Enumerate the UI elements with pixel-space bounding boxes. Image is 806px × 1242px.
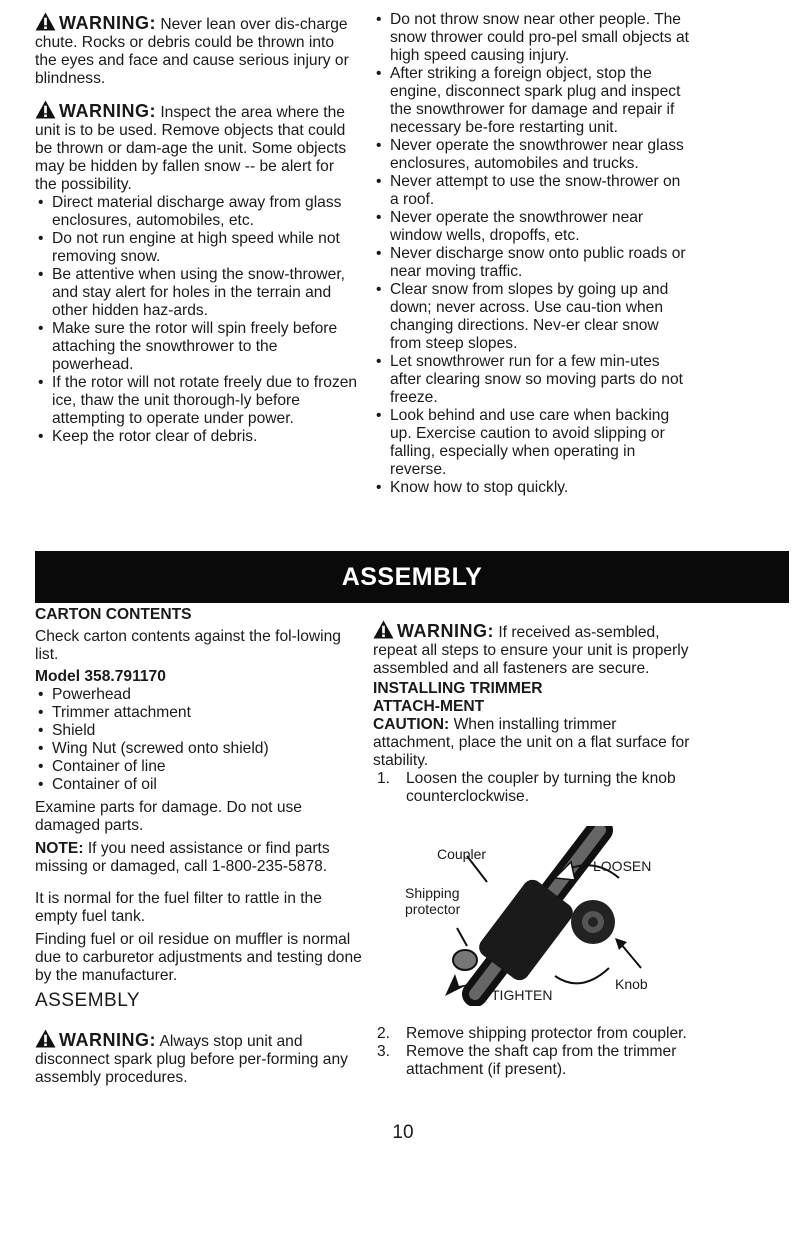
shipping-label: Shipping <box>405 885 460 901</box>
protector-label: protector <box>405 901 461 917</box>
assembly-banner <box>35 551 789 603</box>
fuel-filter-text: It is normal for the fuel filter to rattle in the empty fuel tank. <box>35 890 322 925</box>
list-item: • Container of line <box>35 758 365 776</box>
tighten-arrow-icon <box>555 968 609 983</box>
list-item: • Container of oil <box>35 776 365 794</box>
list-item: • Direct material discharge away from glass enclosures, automobiles, etc. <box>35 194 360 230</box>
step-number: 1. <box>377 770 391 787</box>
list-item: • Make sure the rotor will spin freely before attaching the snowthrower to the powerhead. <box>35 320 360 374</box>
coupler-figure <box>395 826 695 1006</box>
carton-contents-heading: CARTON CONTENTS <box>35 606 192 623</box>
warning-text: If received as-sembled, repeat all steps to ensure your unit is properly assembled and all fasteners are secure. <box>373 624 689 677</box>
warning-triangle-icon <box>373 620 394 639</box>
assembly-subheading: ASSEMBLY <box>35 990 141 1011</box>
list-item <box>373 1043 693 1079</box>
caution-label: CAUTION: <box>373 716 450 733</box>
caution-block <box>373 716 693 770</box>
safety-bullet-list-right <box>373 11 693 497</box>
install-steps-part1 <box>373 770 693 806</box>
note-text: If you need assistance or find parts missing or damaged, call 1-800-235-5878. <box>35 840 330 875</box>
page-number: 10 <box>392 1122 414 1143</box>
left-top-column <box>35 12 360 446</box>
list-item: • Shield <box>35 722 365 740</box>
list-item: • Powerhead <box>35 686 365 704</box>
carton-contents-list <box>35 686 365 794</box>
warning-block-assembled <box>373 620 693 678</box>
list-item: • After striking a foreign object, stop the engine, disconnect spark plug and inspect the snowthrower for damage and repair if necessary be-fore restarting unit. <box>373 65 693 137</box>
knob-label: Knob <box>615 976 648 992</box>
installing-trimmer-heading: INSTALLING TRIMMER ATTACH-MENT <box>373 680 543 715</box>
tighten-label: TIGHTEN <box>491 987 553 1003</box>
list-item <box>373 770 693 806</box>
loosen-label: LOOSEN <box>593 858 652 874</box>
caution-text: When installing trimmer attachment, place the unit on a flat surface for stability. <box>373 716 690 769</box>
list-item: • Do not run engine at high speed while not removing snow. <box>35 230 360 266</box>
knob-icon <box>571 900 615 944</box>
list-item: • Never operate the snowthrower near window wells, dropoffs, etc. <box>373 209 693 245</box>
examine-text: Examine parts for damage. Do not use damaged parts. <box>35 799 302 834</box>
list-item: • Wing Nut (screwed onto shield) <box>35 740 365 758</box>
list-item: • Be attentive when using the snow-thrower, and stay alert for holes in the terrain and other hidden haz-ards. <box>35 266 360 320</box>
list-item: • Never operate the snowthrower near glass enclosures, automobiles and trucks. <box>373 137 693 173</box>
list-item: • Look behind and use care when backing up. Exercise caution to avoid slipping or falling, especially when operating in reverse. <box>373 407 693 479</box>
warning-block-stop <box>35 1029 365 1087</box>
warning-label: WARNING: <box>59 1030 156 1050</box>
list-item: • Do not throw snow near other people. The snow thrower could pro-pel small objects at high speed causing injury. <box>373 11 693 65</box>
warning-triangle-icon <box>35 1029 56 1048</box>
warning-block-inspect <box>35 100 360 194</box>
list-item: • Trimmer attachment <box>35 704 365 722</box>
list-item: • If the rotor will not rotate freely due to frozen ice, thaw the unit thorough-ly before attempting to operate under power. <box>35 374 360 428</box>
safety-bullet-list-left <box>35 194 360 446</box>
step-text: Loosen the coupler by turning the knob counterclockwise. <box>406 770 676 805</box>
knob-leader-line <box>621 944 641 968</box>
list-item: • Clear snow from slopes by going up and down; never across. Use cau-tion when changing directions. Nev-er clear snow from steep slopes. <box>373 281 693 353</box>
list-item: • Never attempt to use the snow-thrower on a roof. <box>373 173 693 209</box>
model-number: Model 358.791170 <box>35 668 166 685</box>
warning-text: Inspect the area where the unit is to be used. Remove objects that could be thrown or dam-age the unit. Some objects may be hidden by fallen snow -- be alert for the possibility. <box>35 104 347 193</box>
step-text: Remove the shaft cap from the trimmer attachment (if present). <box>406 1043 677 1078</box>
list-item: • Never discharge snow onto public roads or near moving traffic. <box>373 245 693 281</box>
note-block <box>35 840 365 876</box>
note-label: NOTE: <box>35 840 84 857</box>
right-bottom-steps-continued <box>373 1025 693 1079</box>
residue-text: Finding fuel or oil residue on muffler is normal due to carburetor adjustments and testing done by the manufacturer. <box>35 931 362 984</box>
right-bottom-column <box>373 620 693 806</box>
list-item: • Let snowthrower run for a few min-utes after clearing snow so moving parts do not freeze. <box>373 353 693 407</box>
warning-text: Never lean over dis-charge chute. Rocks or debris could be thrown into the eyes and face and cause serious injury or blindness. <box>35 16 349 87</box>
warning-triangle-icon <box>35 100 56 119</box>
warning-text: Always stop unit and disconnect spark plug before per-forming any assembly procedures. <box>35 1033 348 1086</box>
left-bottom-column <box>35 606 365 1087</box>
warning-label: WARNING: <box>397 621 494 641</box>
warning-label: WARNING: <box>59 101 156 121</box>
list-item: • Keep the rotor clear of debris. <box>35 428 360 446</box>
banner-title: ASSEMBLY <box>341 563 483 591</box>
step-number: 2. <box>377 1025 391 1042</box>
step-text: Remove shipping protector from coupler. <box>406 1025 687 1042</box>
install-steps-part2 <box>373 1025 693 1079</box>
step-number: 3. <box>377 1043 391 1060</box>
protector-leader-line <box>457 928 467 946</box>
coupler-label: Coupler <box>437 846 487 862</box>
warning-label: WARNING: <box>59 13 156 33</box>
shipping-protector-shape <box>453 950 477 970</box>
right-top-column <box>373 11 693 497</box>
warning-triangle-icon <box>35 12 56 31</box>
list-item: • Know how to stop quickly. <box>373 479 693 497</box>
list-item <box>373 1025 693 1043</box>
carton-intro: Check carton contents against the fol-lowing list. <box>35 628 341 663</box>
warning-block-discharge <box>35 12 360 88</box>
